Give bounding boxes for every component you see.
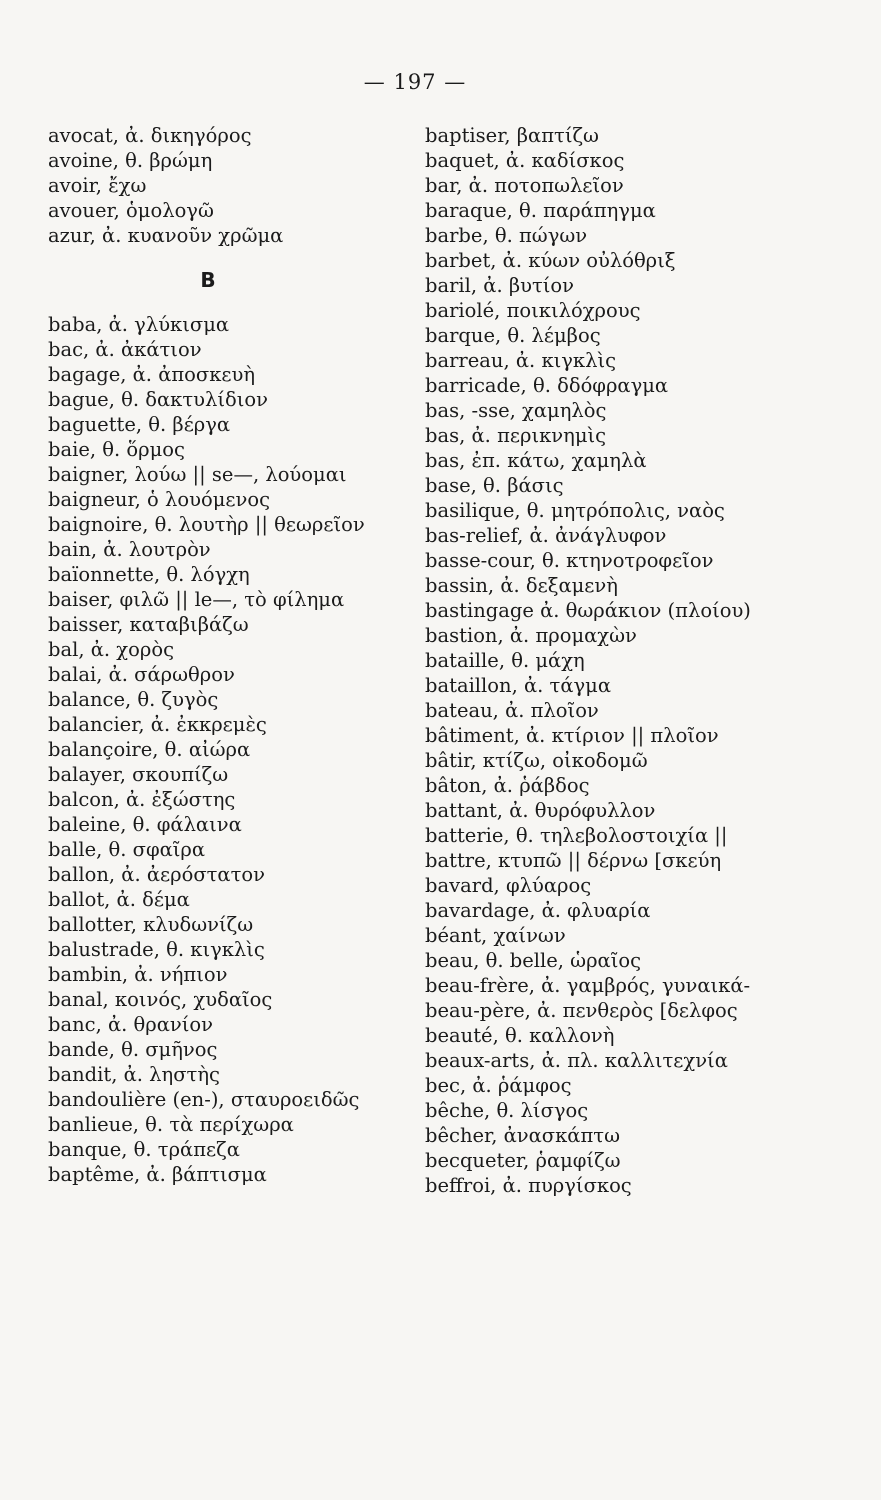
dictionary-entry: azur, ἀ. κυανοῦν χρῶμα xyxy=(48,224,284,247)
dictionary-entry: bande, θ. σμῆνος xyxy=(48,1038,218,1061)
dictionary-entry: banlieue, θ. τὰ περίχωρα xyxy=(48,1113,294,1136)
dictionary-entry: barbe, θ. πώγων xyxy=(425,224,588,247)
dictionary-entry: avocat, ἀ. δικηγόρος xyxy=(48,124,252,147)
dictionary-entry: bas, ἐπ. κάτω, χαμηλὰ xyxy=(425,449,647,472)
dictionary-entry: baïonnette, θ. λόγχη xyxy=(48,563,250,586)
right-column xyxy=(425,123,835,1198)
dictionary-entry: bataillon, ἀ. τάγμα xyxy=(425,674,611,697)
dictionary-entry: bal, ἀ. χορὸς xyxy=(48,638,174,661)
dictionary-entry: bavardage, ἀ. φλυαρία xyxy=(425,899,651,922)
dictionary-entry: baigner, λούω || se—, λούομαι xyxy=(48,463,347,486)
dictionary-entry: barricade, θ. δδόφραγμα xyxy=(425,374,669,397)
dictionary-entry: banque, θ. τράπεζα xyxy=(48,1138,240,1161)
dictionary-entry: bâtir, κτίζω, οἰκοδομῶ xyxy=(425,749,648,772)
dictionary-entry: beauté, θ. καλλονὴ xyxy=(425,1024,615,1047)
dictionary-entry: avouer, ὁμολογῶ xyxy=(48,199,214,222)
dictionary-entry: bariolé, ποικιλόχρους xyxy=(425,299,641,322)
dictionary-entry: bas, ἀ. περικνημὶς xyxy=(425,424,607,447)
dictionary-entry: bas, -sse, χαμηλὸς xyxy=(425,399,607,422)
dictionary-entry: bassin, ἀ. δεξαμενὴ xyxy=(425,574,618,597)
dictionary-entry: bateau, ἀ. πλοῖον xyxy=(425,699,599,722)
dictionary-entry: banal, κοινός, χυδαῖος xyxy=(48,988,273,1011)
dictionary-entry: bandoulière (en-), σταυροειδῶς xyxy=(48,1088,360,1111)
dictionary-entry: battre, κτυπῶ || δέρνω [σκεύη xyxy=(425,849,722,872)
dictionary-entry: bâton, ἀ. ῥάβδος xyxy=(425,774,590,797)
dictionary-entry: baignoire, θ. λουτὴρ || θεωρεῖον xyxy=(48,513,365,536)
dictionary-entry: bastion, ἀ. προμαχὼν xyxy=(425,624,637,647)
dictionary-entry: baptême, ἀ. βάπτισμα xyxy=(48,1163,267,1186)
dictionary-entry: béant, χαίνων xyxy=(425,924,566,947)
dictionary-entry: avoir, ἔχω xyxy=(48,174,147,197)
dictionary-entry: bague, θ. δακτυλίδιον xyxy=(48,388,268,411)
dictionary-entry: banc, ἀ. θρανίον xyxy=(48,1013,214,1036)
dictionary-entry: baisser, καταβιβάζω xyxy=(48,613,249,636)
dictionary-entry: becqueter, ῥαμφίζω xyxy=(425,1149,621,1172)
dictionary-entry: bastingage ἀ. θωράκιον (πλοίου) xyxy=(425,599,751,622)
dictionary-entry: bagage, ἀ. ἀποσκευὴ xyxy=(48,363,256,386)
dictionary-entry: battant, ἀ. θυρόφυλλον xyxy=(425,799,656,822)
dictionary-entry: baigneur, ὁ λουόμενος xyxy=(48,488,270,511)
dictionary-entry: base, θ. βάσις xyxy=(425,474,564,497)
dictionary-entry: bandit, ἀ. ληστὴς xyxy=(48,1063,220,1086)
dictionary-entry: balance, θ. ζυγὸς xyxy=(48,688,219,711)
dictionary-entry: batterie, θ. τηλεβολοστοιχία || xyxy=(425,824,728,847)
dictionary-entry: balle, θ. σφαῖρα xyxy=(48,838,206,861)
dictionary-entry: beau, θ. belle, ὡραῖος xyxy=(425,949,642,972)
dictionary-entry: bêche, θ. λίσγος xyxy=(425,1099,589,1122)
dictionary-entry: bâtiment, ἀ. κτίριον || πλοῖον xyxy=(425,724,719,747)
dictionary-entry: baguette, θ. βέργα xyxy=(48,413,231,436)
dictionary-entry: basilique, θ. μητρόπολις, ναὸς xyxy=(425,499,725,522)
dictionary-entry: baptiser, βαπτίζω xyxy=(425,124,599,147)
dictionary-entry: avoine, θ. βρώμη xyxy=(48,149,213,172)
dictionary-entry: beau-frère, ἀ. γαμβρός, γυναικά- xyxy=(425,974,751,997)
dictionary-entry: ballot, ἀ. δέμα xyxy=(48,888,190,911)
dictionary-entry: ballotter, κλυδωνίζω xyxy=(48,913,254,936)
dictionary-entry: baleine, θ. φάλαινα xyxy=(48,813,242,836)
dictionary-entry: balai, ἀ. σάρωθρον xyxy=(48,663,235,686)
dictionary-entry: barque, θ. λέμβος xyxy=(425,324,601,347)
dictionary-entry: balayer, σκουπίζω xyxy=(48,763,229,786)
dictionary-entry: bain, ἀ. λουτρὸν xyxy=(48,538,211,561)
dictionary-entry: bambin, ἀ. νήπιον xyxy=(48,963,228,986)
dictionary-entry: ballon, ἀ. ἀερόστατον xyxy=(48,863,265,886)
left-column xyxy=(48,123,428,1187)
dictionary-entry: baiser, φιλῶ || le—, τὸ φίλημα xyxy=(48,588,345,611)
dictionary-entry: balcon, ἀ. ἐξώστης xyxy=(48,788,236,811)
dictionary-entry: baquet, ἀ. καδίσκος xyxy=(425,149,625,172)
dictionary-entry: baba, ἀ. γλύκισμα xyxy=(48,313,230,336)
section-letter-heading: B xyxy=(200,268,216,292)
dictionary-entry: baril, ἀ. βυτίον xyxy=(425,274,575,297)
dictionary-entry: bac, ἀ. ἀκάτιον xyxy=(48,338,202,361)
dictionary-entry: balançoire, θ. αἰώρα xyxy=(48,738,251,761)
dictionary-entry: bec, ἀ. ῥάμφος xyxy=(425,1074,572,1097)
dictionary-entry: basse-cour, θ. κτηνοτροφεῖον xyxy=(425,549,714,572)
dictionary-entry: bar, ἀ. ποτοπωλεῖον xyxy=(425,174,624,197)
dictionary-entry: barreau, ἀ. κιγκλὶς xyxy=(425,349,617,372)
dictionary-entry: balancier, ἀ. ἐκκρεμὲς xyxy=(48,713,267,736)
dictionary-entry: beau-père, ἀ. πενθερὸς [δελφος xyxy=(425,999,738,1022)
dictionary-entry: beffroi, ἀ. πυργίσκος xyxy=(425,1174,632,1197)
page-number: — 197 — xyxy=(363,70,467,94)
dictionary-entry: bataille, θ. μάχη xyxy=(425,649,585,672)
dictionary-entry: barbet, ἀ. κύων οὐλόθριξ xyxy=(425,249,676,272)
dictionary-entry: bêcher, ἀνασκάπτω xyxy=(425,1124,620,1147)
dictionary-entry: balustrade, θ. κιγκλὶς xyxy=(48,938,265,961)
dictionary-entry: beaux-arts, ἀ. πλ. καλλιτεχνία xyxy=(425,1049,728,1072)
dictionary-entry: bavard, φλύαρος xyxy=(425,874,592,897)
dictionary-entry: bas-relief, ἀ. ἀνάγλυφον xyxy=(425,524,667,547)
dictionary-entry: baraque, θ. παράπηγμα xyxy=(425,199,656,222)
dictionary-entry: baie, θ. ὅρμος xyxy=(48,438,185,461)
